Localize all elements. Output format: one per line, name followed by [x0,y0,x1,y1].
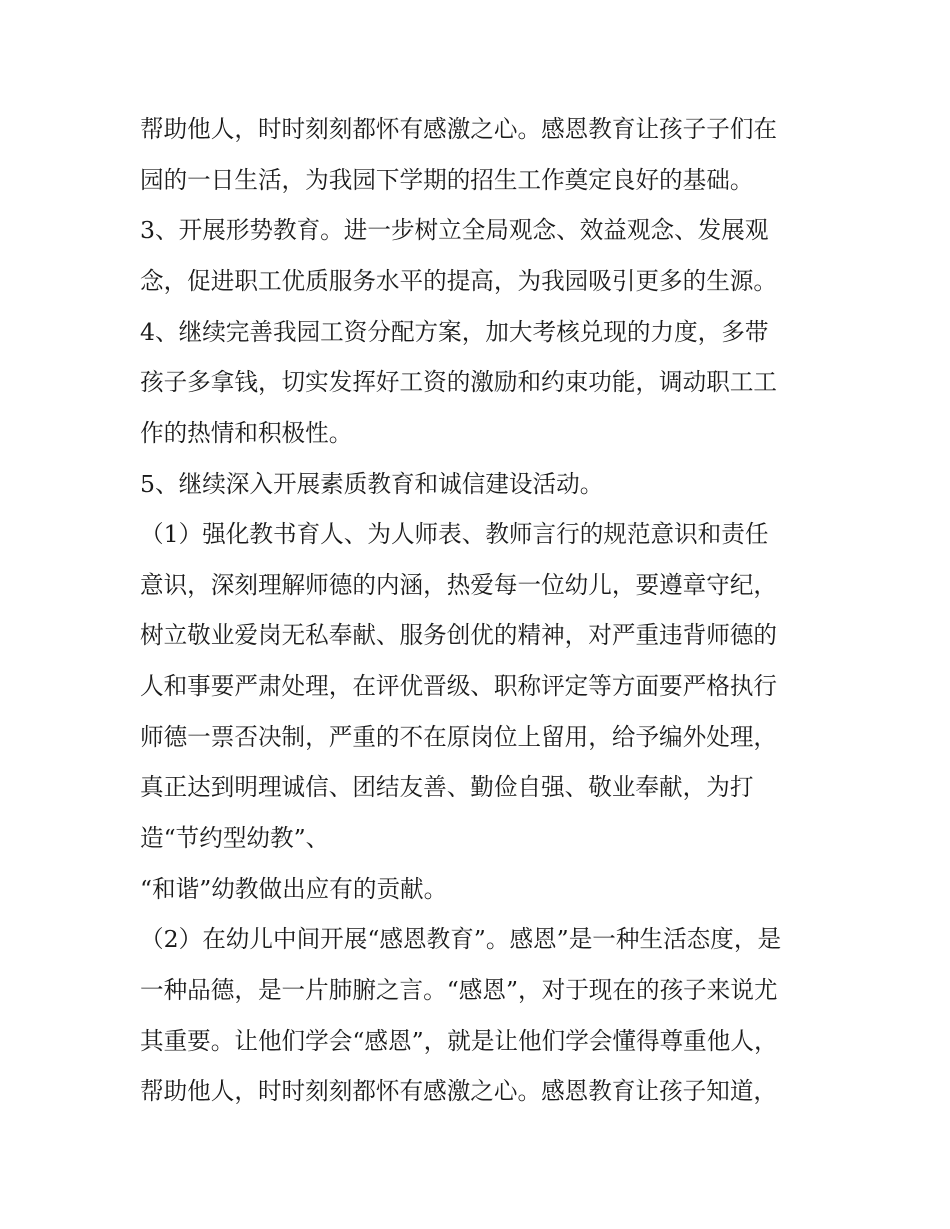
text-line: （2）在幼儿中间开展“感恩教育”。感恩”是一种生活态度，是 [140,925,782,953]
text-line: 造“节约型幼教”、 [140,824,330,852]
text-line: 作的热情和积极性。 [140,419,353,447]
text-line: 真正达到明理诚信、团结友善、勤俭自强、敬业奉献，为打 [140,773,754,801]
text-line: 其重要。让他们学会“感恩”，就是让他们学会懂得尊重他人， [140,1027,778,1055]
text-line: 师德一票否决制，严重的不在原岗位上留用，给予编外处理， [140,723,778,751]
text-line: 园的一日生活，为我园下学期的招生工作奠定良好的基础。 [140,166,754,194]
text-line: 帮助他人，时时刻刻都怀有感激之心。感恩教育让孩子子们在 [140,115,778,143]
text-line: 孩子多拿钱，切实发挥好工资的激励和约束功能，调动职工工 [140,368,778,396]
text-line: 意识，深刻理解师德的内涵，热爱每一位幼儿，要遵章守纪， [140,571,778,599]
text-line: （1）强化教书育人、为人师表、教师言行的规范意识和责任 [140,520,769,548]
text-line: 帮助他人，时时刻刻都怀有感激之心。感恩教育让孩子知道， [140,1077,778,1105]
text-line: 3、开展形势教育。进一步树立全局观念、效益观念、发展观 [140,216,769,244]
text-line: 一种品德，是一片肺腑之言。“感恩”，对于现在的孩子来说尤 [140,976,778,1004]
text-line: 树立敬业爱岗无私奉献、服务创优的精神，对严重违背师德的 [140,621,778,649]
text-line: 4、继续完善我园工资分配方案，加大考核兑现的力度，多带 [140,318,769,346]
text-line: “和谐”幼教做出应有的贡献。 [140,875,448,903]
text-line: 5、继续深入开展素质教育和诚信建设活动。 [140,470,604,498]
text-line: 人和事要严肃处理，在评优晋级、职称评定等方面要严格执行 [140,672,778,700]
text-line: 念，促进职工优质服务水平的提高，为我园吸引更多的生源。 [140,267,778,295]
